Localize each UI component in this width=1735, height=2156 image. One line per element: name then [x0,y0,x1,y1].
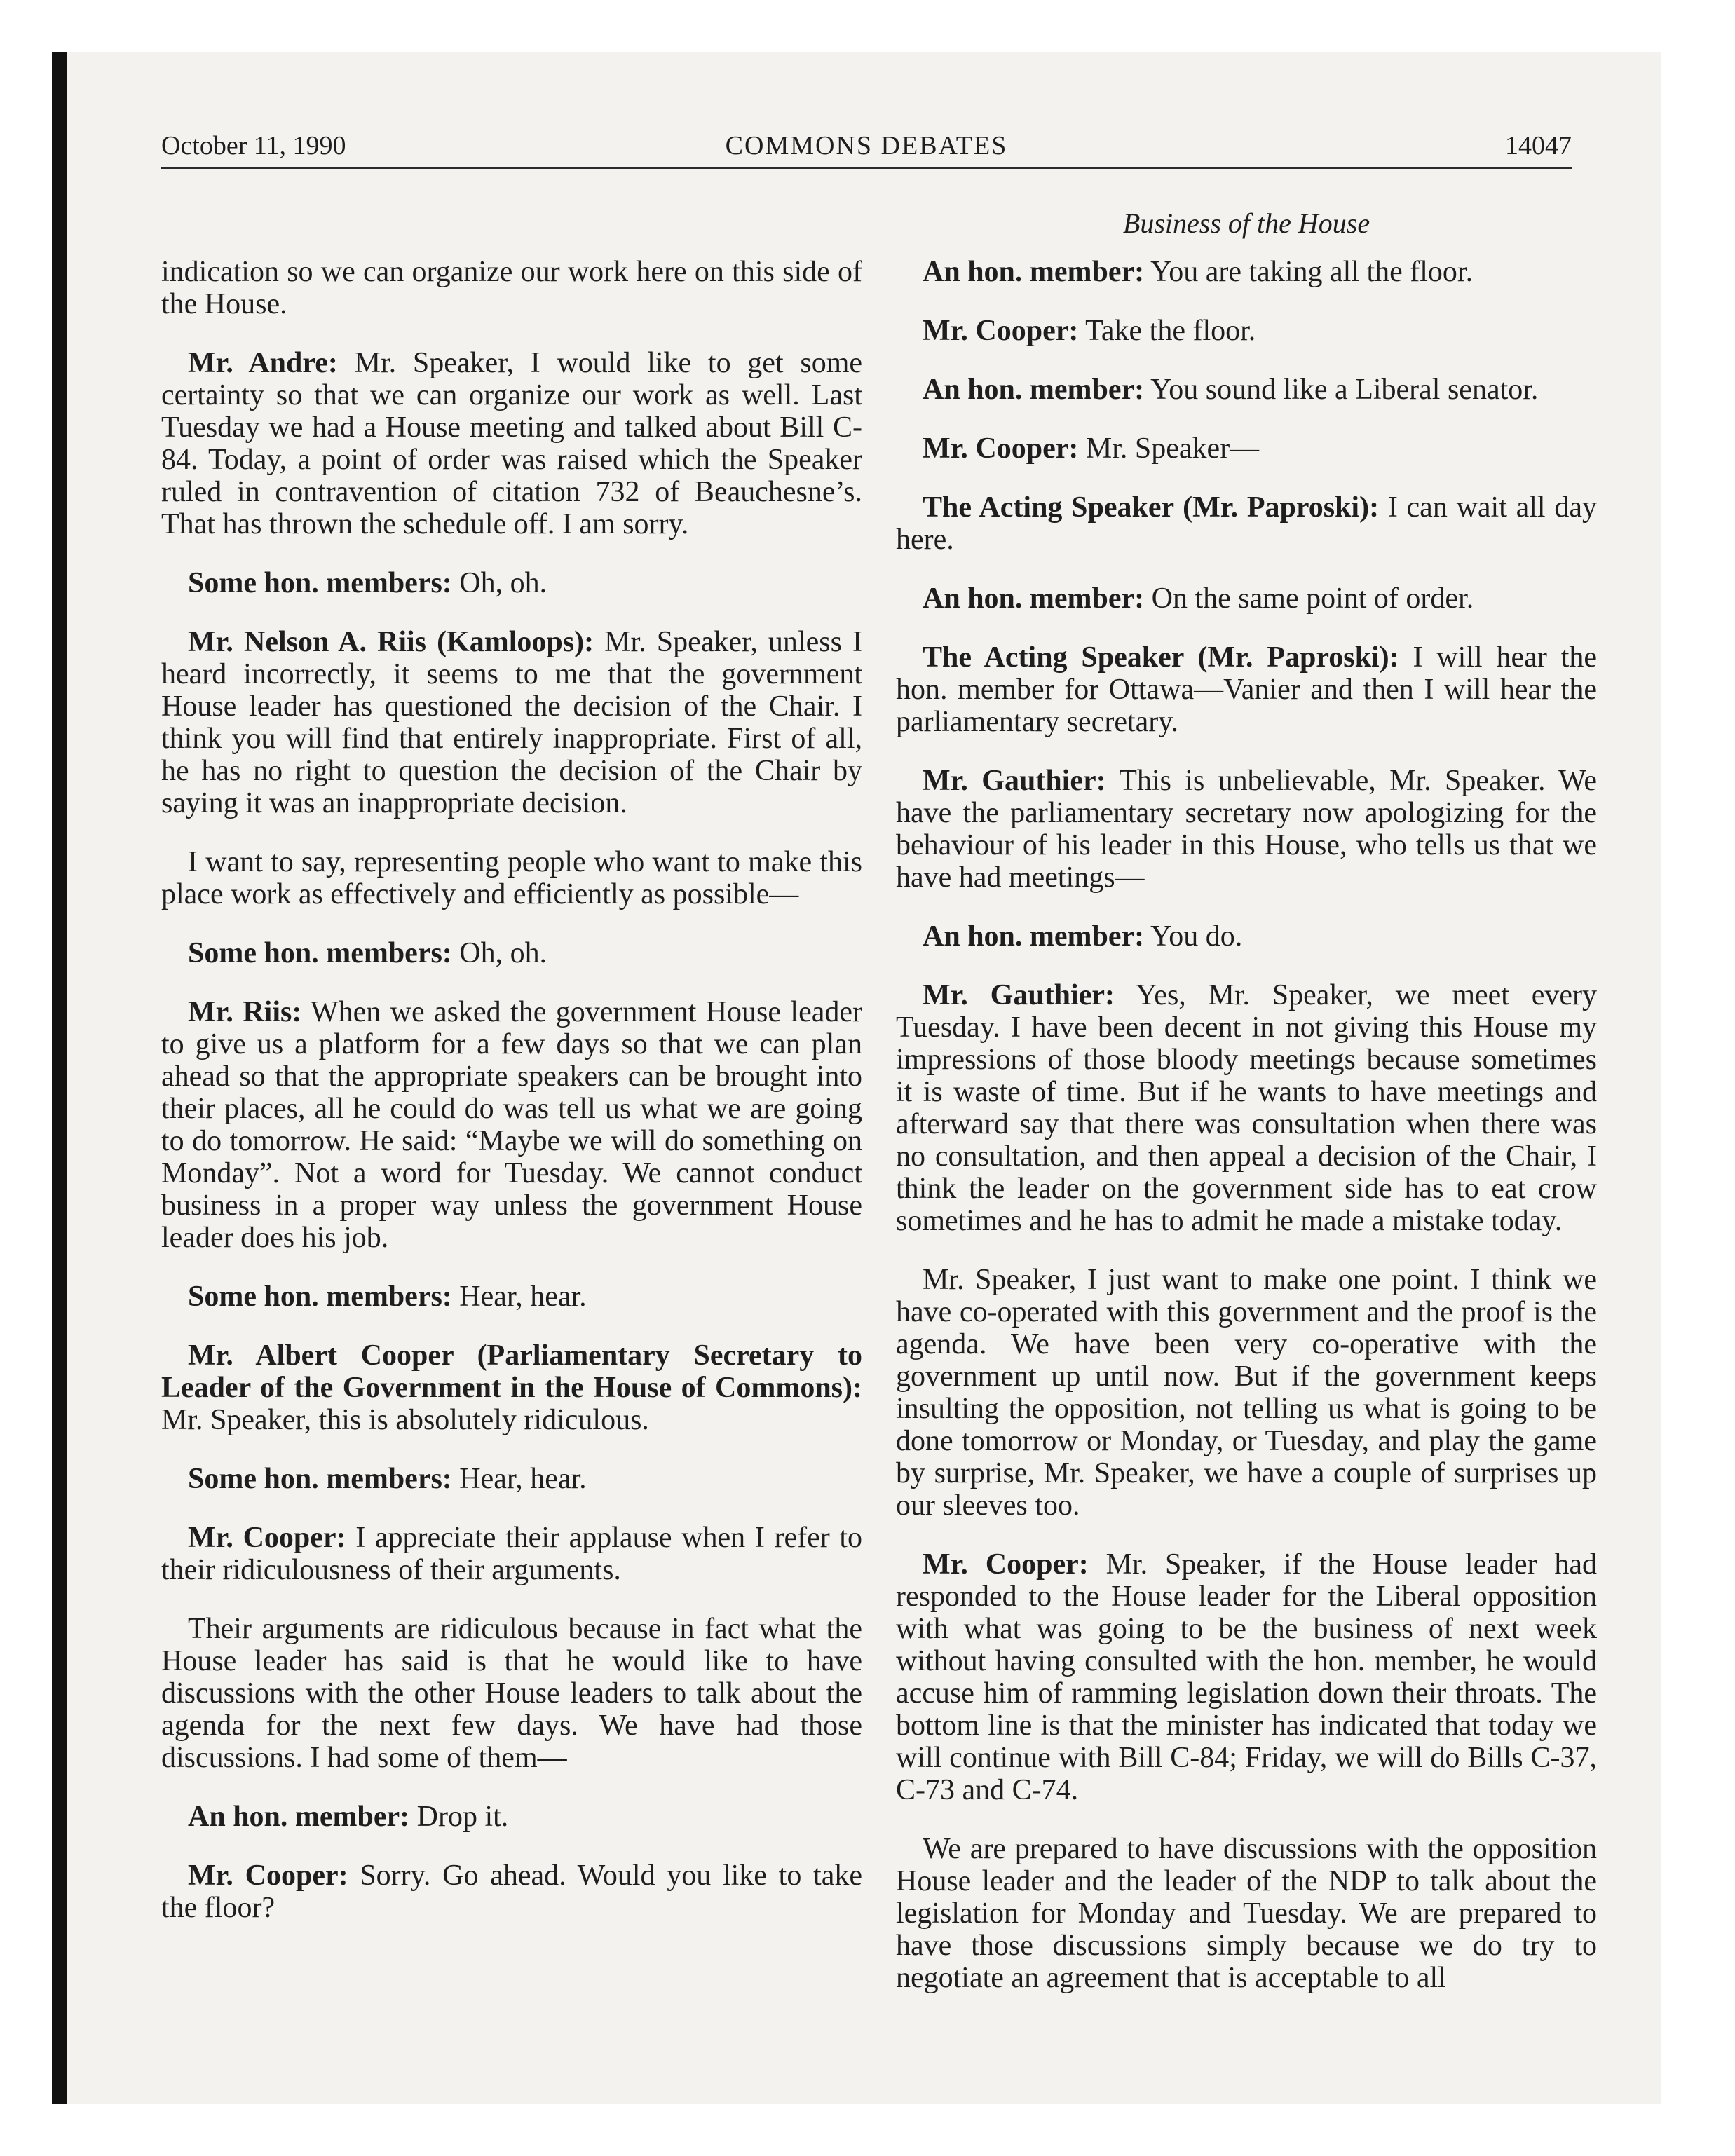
paragraph [161,937,862,969]
paragraph-text: You are taking all the floor. [1150,256,1474,288]
paragraph [896,374,1597,406]
paragraph [161,1801,862,1833]
paragraph [161,846,862,910]
paragraph-text: Take the floor. [1085,315,1256,347]
speaker-name: An hon. member: [923,920,1145,953]
paragraph [161,256,862,320]
paragraph [161,626,862,819]
paragraph [161,1613,862,1774]
right-column [896,256,1597,2021]
scan-edge [52,52,67,2104]
speaker-name: Mr. Gauthier: [923,979,1115,1011]
header-rule [161,167,1572,169]
paragraph-text: You do. [1150,920,1243,953]
paragraph-text: We are prepared to have discussions with the opposition House leader and the leader of the NDP to talk about the legislation for Monday and Tuesday. We are prepared to have those discussions simply because we do try to negotiate an agreement that is acceptable to all [896,1833,1597,1994]
paragraph [896,582,1597,615]
paragraph [896,979,1597,1237]
paragraph-text: Mr. Speaker, if the House leader had responded to the House leader for the Liberal opposition with what was going to be the business of next week without having consulted with the hon. member, he would accuse him of ramming legislation down their throats. The bottom line is that the minister has indicated that today we will continue with Bill C-84; Friday, we will do Bills C-37, C-73 and C-74. [896,1548,1597,1806]
speaker-name: An hon. member: [923,256,1145,288]
paragraph-text: indication so we can organize our work here on this side of the House. [161,256,862,320]
paragraph-text: Mr. Speaker, unless I heard incorrectly, it seems to me that the government House leader has questioned the decision of the Chair. I think you will find that entirely inappropriate. First of all, he has no right to question the decision of the Chair by saying it was an inappropriate decision. [161,626,862,819]
paragraph [896,1833,1597,1994]
paragraph [161,1522,862,1586]
paragraph [161,567,862,599]
paragraph [161,996,862,1254]
header-publication: COMMONS DEBATES [725,131,1008,161]
paragraph [896,641,1597,738]
paragraph [896,491,1597,556]
paragraph-text: Oh, oh. [459,937,547,969]
speaker-name: Some hon. members: [188,1463,452,1495]
paragraph-text: Mr. Speaker, I just want to make one point. I think we have co-operated with this government and the proof is the agenda. We have been very co-operative with the government up until now. But if the government keeps insulting the opposition, not telling us what is going to be done tomorrow or Monday, or Tuesday, and play the game by surprise, Mr. Speaker, we have a couple of surprises up our sleeves too. [896,1264,1597,1522]
header-page-number: 14047 [1505,131,1572,161]
speaker-name: Mr. Cooper: [923,1548,1089,1581]
paragraph-text: Drop it. [416,1801,509,1833]
paragraph [896,432,1597,465]
speaker-name: Some hon. members: [188,937,452,969]
paragraph-text: When we asked the government House leader to give us a platform for a few days so that we can plan ahead so that the appropriate speakers can be brought into their places, all he could do was tell us what we are going to do tomorrow. He said: “Maybe we will do something on Monday”. Not a word for Tuesday. We cannot conduct business in a proper way unless the government House leader does his job. [161,996,862,1254]
speaker-name: An hon. member: [923,374,1145,406]
speaker-name: Mr. Andre: [188,347,338,379]
speaker-name: Mr. Cooper: [923,432,1079,465]
paragraph [161,347,862,540]
paragraph-text: I will hear the hon. member for Ottawa—Vanier and then I will hear the parliamentary secretary. [896,641,1597,738]
paragraph-text: Mr. Speaker, I would like to get some certainty so that we can organize our work as well. Last Tuesday we had a House meeting and talked about Bill C-84. Today, a point of order was raised which the Speaker ruled in contravention of citation 732 of Beauchesne’s. That has thrown the schedule off. I am sorry. [161,347,863,540]
paragraph [896,256,1597,288]
paragraph-text: This is unbelievable, Mr. Speaker. We have the parliamentary secretary now apologizing for the behaviour of his leader in this House, who tells us that we have had meetings— [896,765,1597,894]
paragraph-text: Mr. Speaker— [1085,432,1260,465]
speaker-name: Mr. Cooper: [188,1860,348,1892]
paragraph-text: I can wait all day here. [896,491,1597,556]
paragraph-text: I want to say, representing people who want to make this place work as effectively and efficiently as possible— [161,846,862,910]
speaker-name: Mr. Cooper: [923,315,1079,347]
paragraph-text: Their arguments are ridiculous because in fact what the House leader has said is that he would like to have discussions with the other House leaders to talk about the agenda for the next few days. We have had those discussions. I had some of them— [161,1613,862,1774]
paragraph-text: On the same point of order. [1151,582,1474,615]
speaker-name: Mr. Riis: [188,996,302,1028]
paragraph-text: Oh, oh. [459,567,547,599]
paragraph-text: Sorry. Go ahead. Would you like to take the floor? [161,1860,862,1924]
paragraph [896,920,1597,953]
paragraph-text: Mr. Speaker, this is absolutely ridiculous. [161,1404,649,1436]
paragraph-text: I appreciate their applause when I refer to their ridiculousness of their arguments. [161,1522,863,1586]
speaker-name: The Acting Speaker (Mr. Paproski): [923,491,1380,524]
speaker-name: Mr. Nelson A. Riis (Kamloops): [188,626,594,658]
speaker-name: Mr. Gauthier: [923,765,1106,797]
paragraph-text: Yes, Mr. Speaker, we meet every Tuesday. I have been decent in not giving this House my impressions of those bloody meetings because sometimes it is waste of time. But if he wants to have meetings and afterward say that there was consultation when there was no consultation, and then appeal a decision of the Chair, I think the leader on the government side has to eat crow sometimes and he has to admit he made a mistake today. [896,979,1597,1237]
speaker-name: Mr. Albert Cooper (Parliamentary Secretary to Leader of the Government in the House of Commons): [161,1339,862,1404]
header-date: October 11, 1990 [161,131,346,161]
paragraph [161,1463,862,1495]
page-header [161,126,1572,165]
paragraph-text: You sound like a Liberal senator. [1150,374,1539,406]
left-column [161,256,862,1951]
paragraph [161,1860,862,1924]
speaker-name: An hon. member: [923,582,1145,615]
paragraph [896,315,1597,347]
paragraph [896,765,1597,894]
paragraph [896,1264,1597,1522]
paragraph [161,1339,862,1436]
paragraph-text: Hear, hear. [459,1463,587,1495]
speaker-name: The Acting Speaker (Mr. Paproski): [923,641,1399,674]
speaker-name: Some hon. members: [188,1281,452,1313]
speaker-name: Mr. Cooper: [188,1522,346,1554]
speaker-name: Some hon. members: [188,567,452,599]
paragraph-text: Hear, hear. [459,1281,587,1313]
running-head: Business of the House [1122,207,1370,239]
paragraph [161,1281,862,1313]
speaker-name: An hon. member: [188,1801,410,1833]
paragraph [896,1548,1597,1806]
